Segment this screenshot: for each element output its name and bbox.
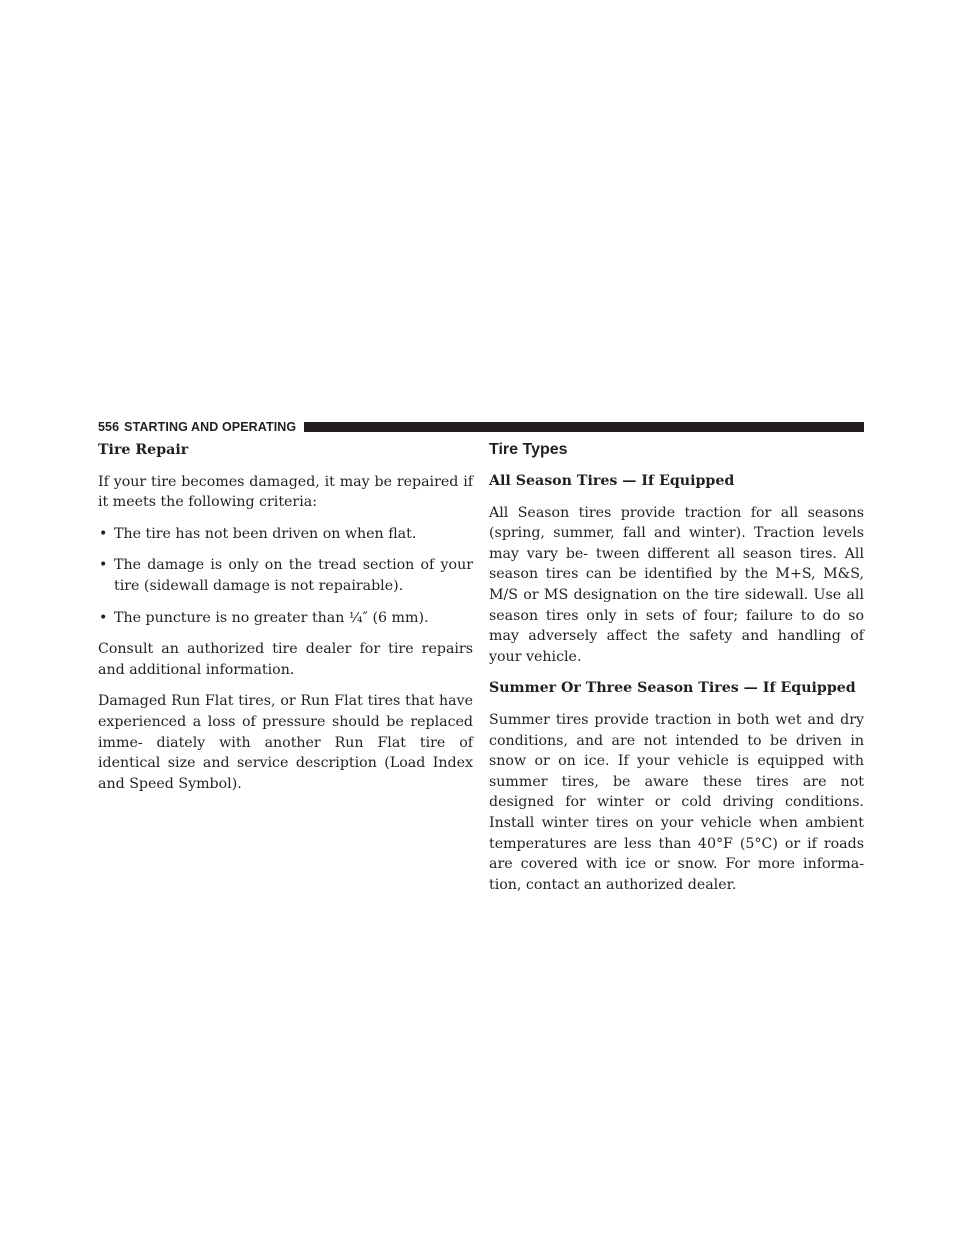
header-rule [304,422,864,432]
page-number: 556 [98,420,120,434]
criteria-text: The puncture is no greater than ¼″ (6 mm). [114,609,429,626]
criteria-text: The tire has not been driven on when flat. [114,525,417,542]
list-item [98,608,473,629]
criteria-text: The damage is only on the tread section of your tire (sidewall damage is not repairable). [114,557,473,594]
summer-heading: Summer Or Three Season Tires — If Equipped [489,680,856,697]
summer-paragraph: Summer tires provide traction in both wet and dry conditions, and are not intended to be driven in snow or on ice. If your vehicle is equipped with summer tires, be aware these tires are not designed for winter or cold driving conditions. Install winter tires on your vehicle when ambient temperatures are less than 40°F (5°C) or if roads are covered with ice or snow. For more informa- tion, contact an authorized dealer. [489,711,864,893]
tire-types-heading: Tire Types [489,441,568,458]
bullet-icon: • [99,525,108,542]
consult-paragraph: Consult an authorized tire dealer for tire repairs and additional information. [98,641,473,678]
all-season-paragraph: All Season tires provide traction for all seasons (spring, summer, fall and winter). Traction levels may vary be- tween different all season tires. All season tires can be identified by the M+S, M&S, M/S or MS designation on the tire sidewall. Use all season tires only in sets of four; failure to do so may adversely affect the safety and handling of your vehicle. [489,504,864,665]
right-column [489,440,864,906]
bullet-icon: • [99,557,108,574]
left-column [98,440,473,805]
list-item [98,524,473,545]
tire-repair-intro: If your tire becomes damaged, it may be repaired if it meets the following criteria: [98,473,473,511]
tire-repair-heading: Tire Repair [98,442,189,458]
list-item [98,555,473,596]
run-flat-paragraph: Damaged Run Flat tires, or Run Flat tires that have experienced a loss of pressure should be replaced imme- diately with another Run Flat tire of identical size and service description (Load Index and Speed Symbol). [98,693,473,792]
repair-criteria-list [98,524,473,628]
bullet-icon: • [99,609,108,626]
page-header [98,420,864,434]
all-season-heading: All Season Tires — If Equipped [489,473,735,489]
section-title: STARTING AND OPERATING [124,420,297,434]
